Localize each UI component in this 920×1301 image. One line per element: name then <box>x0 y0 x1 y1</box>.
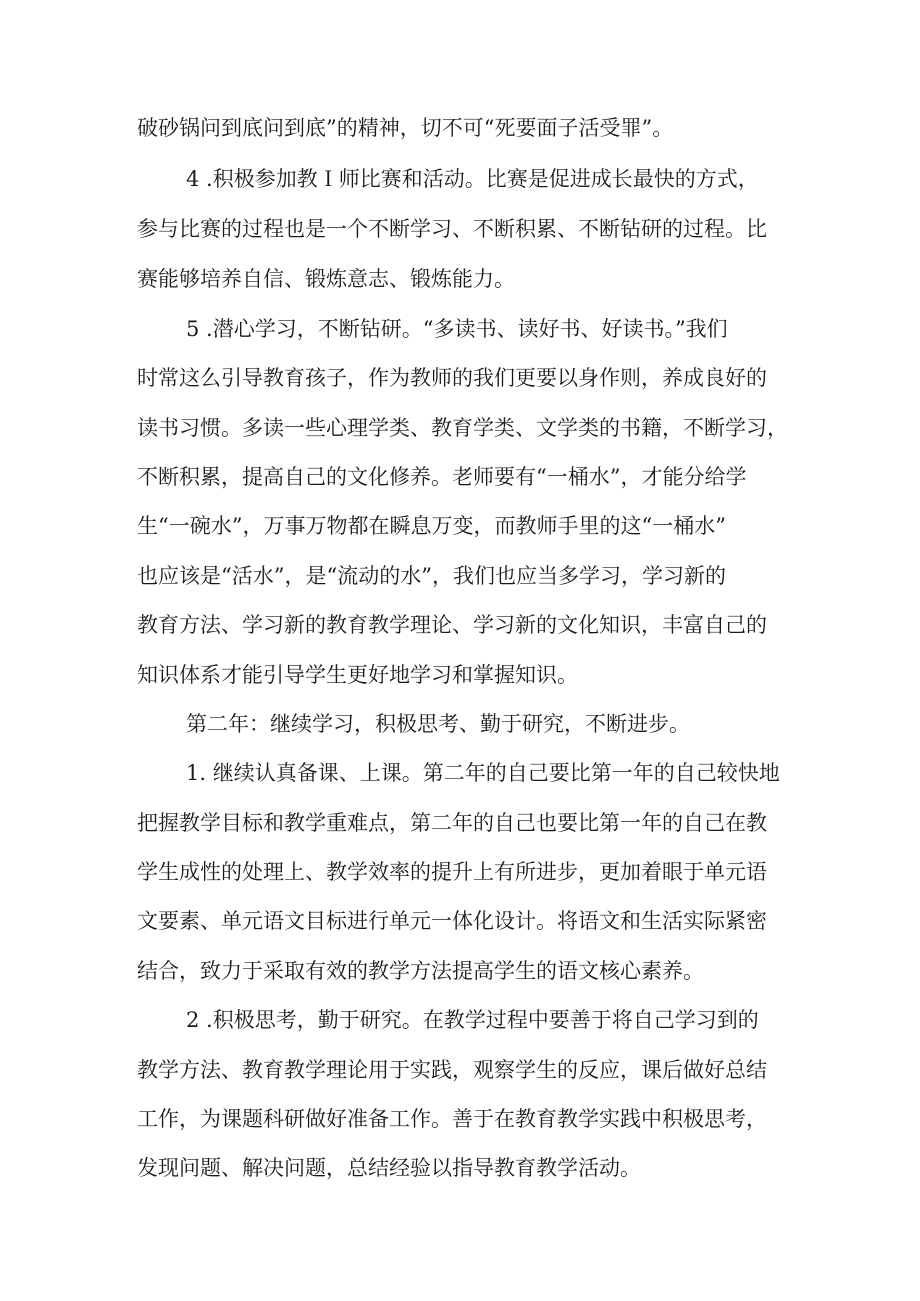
text-line: 破砂锅问到底问到底”的精神，切不可“死要面子活受罪”。 <box>137 116 674 140</box>
text-line: 生“一碗水”，万事万物都在瞬息万变，而教师手里的这“一桶水” <box>137 514 726 538</box>
text-line: 教育方法、学习新的教育教学理论、学习新的文化知识，丰富自己的 <box>137 613 767 637</box>
text-line: 参与比赛的过程也是一个不断学习、不断积累、不断钻研的过程。比 <box>137 217 767 241</box>
section-heading: 第二年：继续学习，积极思考、勤于研究，不断进步。 <box>186 712 690 736</box>
text-line: 文要素、单元语文目标进行单元一体化设计。将语文和生活实际紧密 <box>137 909 767 933</box>
text-line: 结合，致力于采取有效的教学方法提高学生的语文核心素养。 <box>137 959 704 983</box>
text-line: 读书习惯。多读一些心理学类、教育学类、文学类的书籍，不断学习， <box>137 416 788 440</box>
text-line: 赛能够培养自信、锻炼意志、锻炼能力。 <box>137 267 515 291</box>
text-line: 知识体系才能引导学生更好地学习和掌握知识。 <box>137 663 578 687</box>
text-line: 1. 继续认真备课、上课。第二年的自己要比第一年的自己较快地 <box>186 761 780 785</box>
text-line: 4 .积极参加教Ｉ师比赛和活动。比赛是促进成长最快的方式， <box>186 167 759 191</box>
text-line: 也应该是“活水”，是“流动的水”，我们也应当多学习，学习新的 <box>137 564 726 588</box>
text-line: 教学方法、教育教学理论用于实践，观察学生的反应，课后做好总结 <box>137 1058 767 1082</box>
text-line: 学生成性的处理上、教学效率的提升上有所进步，更加着眼于单元语 <box>137 860 767 884</box>
text-line: 2 .积极思考，勤于研究。在教学过程中要善于将自己学习到的 <box>186 1008 759 1032</box>
text-line: 把握教学目标和教学重难点，第二年的自己也要比第一年的自己在教 <box>137 811 767 835</box>
text-line: 5 .潜心学习，不断钻研。“多读书、读好书、好读书。”我们 <box>186 317 728 341</box>
text-line: 发现问题、解决问题，总结经验以指导教育教学活动。 <box>137 1156 641 1180</box>
text-line: 不断积累，提高自己的文化修养。老师要有“一桶水”，才能分给学 <box>137 465 747 489</box>
text-line: 时常这么引导教育孩子，作为教师的我们更要以身作则，养成良好的 <box>137 366 767 390</box>
text-line: 工作，为课题科研做好准备工作。善于在教育教学实践中积极思考， <box>137 1107 767 1131</box>
